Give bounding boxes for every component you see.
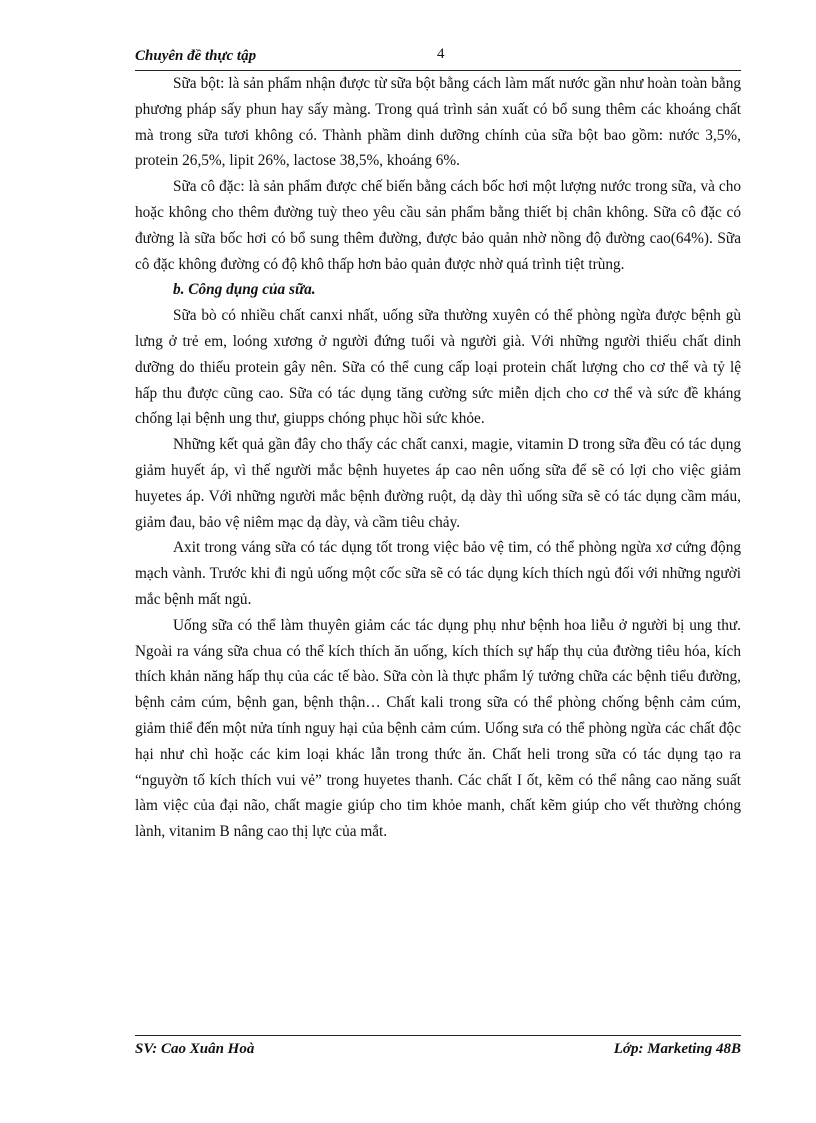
paragraph-benefits: Uống sữa có thể làm thuyên giảm các tác dụng phụ như bệnh hoa liễu ở người bị ung thư. Ngoài ra váng sữa chua có thể kích thích ăn uống, kích thích sự hấp thụ của đường tiêu hóa, kích thích khản năng hấp thụ của các tế bào. Sữa còn là thực phẩm lý tưởng chữa các bệnh tiểu đường, bệnh cảm cúm, bệnh gan, bệnh thận… Chất kali trong sữa có thể phòng chống bệnh cảm cúm, giảm thiể đến một nửa tính nguy hại của bệnh cảm cúm. Uống sưa có thể phòng ngừa các chất độc hại như chì hoặc các kim loại khác lẫn trong thức ăn. Chất heli trong sữa có tác dụng tạo ra “nguyờn tố kích thích vui vẻ” trong huyetes thanh. Các chất I ốt, kẽm có thể nâng cao năng suất làm việc của đại não, chất magie giúp cho tim khỏe manh, chất kẽm giúp cho vết thường chóng lành, vitanim B nâng cao thị lực của mắt. [135,616,741,841]
header-title: Chuyên đề thực tập [135,48,257,64]
footer-class: Lớp: Marketing 48B [613,1041,741,1057]
paragraph-blood-pressure: Những kết quả gần đây cho thấy các chất canxi, magie, vitamin D trong sữa đều có tác dụng giảm huyết áp, vì thế người mắc bệnh huyetes áp cao nên uống sữa để sẽ có lợi cho việc giảm huyetes áp. Với những người mắc bệnh đường ruột, dạ dày thì uống sữa sẽ có tác dụng cầm máu, giảm đau, bảo vệ niêm mạc dạ dày, và cầm tiêu chảy. [135,436,741,531]
paragraph-heart: Axit trong váng sữa có tác dụng tốt trong việc bảo vệ tim, có thể phòng ngừa xơ cứng động mạch vành. Trước khi đi ngủ uống một cốc sữa sẽ có tác dụng kích thích ngủ đối với những người mắc bệnh mất ngủ. [135,539,741,608]
document-body [135,71,741,845]
paragraph-powdered-milk: Sữa bột: là sản phẩm nhận được từ sữa bột bằng cách làm mất nước gần như hoàn toàn bằng phương pháp sấy phun hay sấy màng. Trong quá trình sản xuất có bổ sung thêm các khoáng chất mà trong sữa tươi không có. Thành phầm dinh dưỡng chính của sữa bột bao gồm: nước 3,5%, protein 26,5%, lipit 26%, lactose 38,5%, khoáng 6%. [135,75,741,170]
paragraph-calcium: Sữa bò có nhiều chất canxi nhất, uống sữa thường xuyên có thể phòng ngừa được bệnh gù lưng ở trẻ em, loóng xương ở người đứng tuổi và người già. Với những người thiếu chất dinh dưỡng do thiếu protein gây nên. Sữa có thể cung cấp loại protein chất lượng cho cơ thể và tỷ lệ hấp thu được cũng cao. Sữa có tác dụng tăng cường sức miễn dịch cho cơ thể và sức đề kháng chống lại bệnh ung thư, giupps chóng phục hồi sức khỏe. [135,307,741,428]
page-number: 4 [437,46,445,62]
page-header [135,46,741,71]
paragraph-condensed-milk: Sữa cô đặc: là sản phẩm được chế biến bằng cách bốc hơi một lượng nước trong sữa, và cho hoặc không cho thêm đường tuỳ theo yêu cầu sản phẩm bằng thiết bị chân không. Sữa cô đặc có đường là sữa bốc hơi có bổ sung thêm đường, được bảo quản nhờ nồng độ đường cao(64%). Sữa cô đặc không đường có độ khô thấp hơn bảo quản được nhờ quá trình tiệt trùng. [135,178,741,273]
page-footer [135,1035,741,1064]
footer-student: SV: Cao Xuân Hoà [135,1041,255,1057]
section-heading: b. Công dụng của sữa. [173,281,316,299]
